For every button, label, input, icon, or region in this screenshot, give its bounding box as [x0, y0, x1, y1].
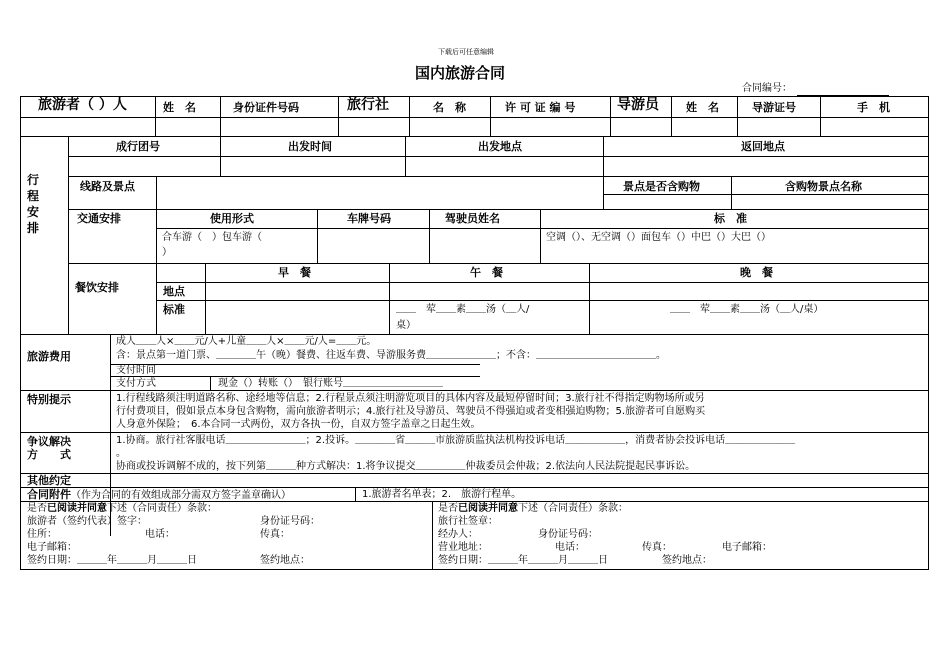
agent-id-field[interactable]: 身份证号码： [538, 529, 598, 540]
dispute-label-2: 方 式 [27, 448, 71, 461]
depart-place-header: 出发地点 [478, 140, 522, 153]
shopping-names-header: 含购物景点名称 [785, 180, 862, 193]
tourist-fax-field[interactable]: 传真： [260, 529, 290, 540]
id-number-header: 身份证件号码 [233, 101, 299, 114]
lunch-standard[interactable]: ＿＿ 荤＿＿素＿＿汤（＿人/ [396, 304, 530, 315]
tourist-id-field[interactable]: 身份证号码： [260, 516, 320, 527]
transport-label: 交通安排 [77, 212, 121, 225]
fees-label: 旅游费用 [27, 350, 71, 363]
notice-line-2: 行付费项目，假如景点本身包含购物，需向旅游者明示；4.旅行社及导游员、驾驶员不得强迫或者变相强迫购物；5.旅游者可自愿购买 [116, 406, 706, 417]
edit-note: 下载后可任意编辑 [438, 48, 494, 56]
group-no-header: 成行团号 [116, 140, 160, 153]
usage-options-cont: ） [162, 247, 172, 258]
dispute-line-1[interactable]: 1.协商。旅行社客服电话＿＿＿＿＿＿＿＿；2.投诉。＿＿＿＿省＿＿＿市旅游质监执法机构投诉电话＿＿＿＿＿＿，消费者协会投诉电话＿＿＿＿＿＿＿ [116, 435, 796, 446]
agency-fax-field[interactable]: 传真： [642, 542, 672, 553]
payment-method-options[interactable]: 现金（）转账（） 银行账号＿＿＿＿＿＿＿＿＿＿ [218, 378, 443, 389]
meal-place-label: 地点 [163, 285, 185, 298]
mobile-header: 手 机 [857, 101, 890, 114]
dispute-line-2[interactable]: 协商或投诉调解不成的，按下列第＿＿＿种方式解决：1.将争议提交＿＿＿＿＿仲裁委员会仲裁；2.依法向人民法院提起民事诉讼。 [116, 461, 696, 472]
right-agree-question: 是否已阅读并同意下述（合同责任）条款： [438, 503, 628, 514]
shopping-question-header: 景点是否含购物 [623, 180, 700, 193]
return-place-header: 返回地点 [741, 140, 785, 153]
notice-line-1: 1.行程线路须注明道路名称、途经地等信息；2.行程景点须注明游览项目的具体内容及最短停留时间；3.旅行社不得指定购物场所或另 [116, 393, 705, 404]
dispute-line-1b: 。 [116, 448, 126, 459]
fees-calculation[interactable]: 成人＿＿人×＿＿元/人+儿童＿＿人×＿＿元/人=＿＿元。 [116, 336, 377, 347]
meals-label: 餐饮安排 [75, 281, 119, 294]
agency-address-field[interactable]: 营业地址： [438, 542, 488, 553]
plate-header: 车牌号码 [347, 212, 391, 225]
lunch-header: 午 餐 [470, 266, 503, 279]
vehicle-standard-header: 标 准 [714, 212, 747, 225]
agency-phone-field[interactable]: 电话： [555, 542, 585, 553]
meal-standard-label: 标准 [163, 303, 185, 316]
agency-label: 旅行社 [347, 97, 389, 113]
dispute-label: 争议解决 [27, 435, 71, 448]
route-label: 线路及景点 [80, 180, 135, 193]
itinerary-section-label: 行程安排 [27, 173, 40, 235]
breakfast-header: 早 餐 [278, 266, 311, 279]
agency-email-field[interactable]: 电子邮箱： [722, 542, 772, 553]
tourist-sign-place[interactable]: 签约地点： [260, 555, 310, 566]
guide-label: 导游员 [617, 97, 659, 113]
depart-time-header: 出发时间 [288, 140, 332, 153]
other-agreement-label: 其他约定 [27, 474, 71, 487]
usage-header: 使用形式 [210, 212, 254, 225]
vehicle-standard-options[interactable]: 空调（）、无空调（）面包车（）中巴（）大巴（） [546, 232, 771, 243]
left-agree-question: 是否已阅读并同意下述（合同责任）条款： [27, 503, 217, 514]
agency-sign-place[interactable]: 签约地点： [662, 555, 712, 566]
tourist-rep-signature[interactable]: 旅游者（签约代表）签字： [27, 516, 147, 527]
contract-no-label: 合同编号： [742, 83, 792, 94]
dinner-standard[interactable]: ＿＿ 荤＿＿素＿＿汤（＿人/桌） [670, 304, 824, 315]
page-title: 国内旅游合同 [415, 64, 506, 82]
notice-line-3: 人身意外保险； 6.本合同一式两份，双方各执一份，自双方签字盖章之日起生效。 [116, 419, 481, 430]
guide-name-header: 姓 名 [686, 101, 719, 114]
agency-stamp-field[interactable]: 旅行社签章： [438, 516, 498, 527]
dinner-header: 晚 餐 [740, 266, 773, 279]
fees-inclusions[interactable]: 含：景点第一道门票、＿＿＿＿午（晚）餐费、往返车费、导游服务费＿＿＿＿＿＿＿；不含：＿＿＿＿＿＿＿＿＿＿＿＿。 [116, 350, 666, 361]
lunch-standard-cont: 桌） [396, 320, 416, 331]
payment-method-label: 支付方式 [116, 378, 156, 389]
tourist-address-field[interactable]: 住所： [27, 529, 57, 540]
agency-sign-date[interactable]: 签约日期：＿＿＿年＿＿＿月＿＿＿日 [438, 555, 608, 566]
driver-header: 驾驶员姓名 [445, 212, 500, 225]
annex-items: 1.旅游者名单表；2. 旅游行程单。 [362, 489, 522, 500]
tourist-phone-field[interactable]: 电话： [145, 529, 175, 540]
license-header: 许 可 证 编 号 [505, 101, 576, 114]
notice-label: 特别提示 [27, 393, 71, 406]
guide-cert-header: 导游证号 [752, 101, 796, 114]
tourist-email-field[interactable]: 电子邮箱： [27, 542, 77, 553]
payment-time-label: 支付时间 [116, 365, 156, 376]
tourist-sign-date[interactable]: 签约日期：＿＿＿年＿＿＿月＿＿＿日 [27, 555, 197, 566]
tourist-name-header: 姓 名 [163, 101, 196, 114]
agency-name-header: 名 称 [433, 101, 466, 114]
tourist-count-label: 旅游者（ ）人 [38, 97, 127, 113]
annex-label: 合同附件 [27, 488, 71, 501]
agency-agent-field[interactable]: 经办人： [438, 529, 478, 540]
usage-options[interactable]: 合车游（ ）包车游（ [162, 232, 262, 243]
annex-row [27, 488, 291, 502]
annex-note: （作为合同的有效组成部分需双方签字盖章确认） [71, 490, 291, 501]
